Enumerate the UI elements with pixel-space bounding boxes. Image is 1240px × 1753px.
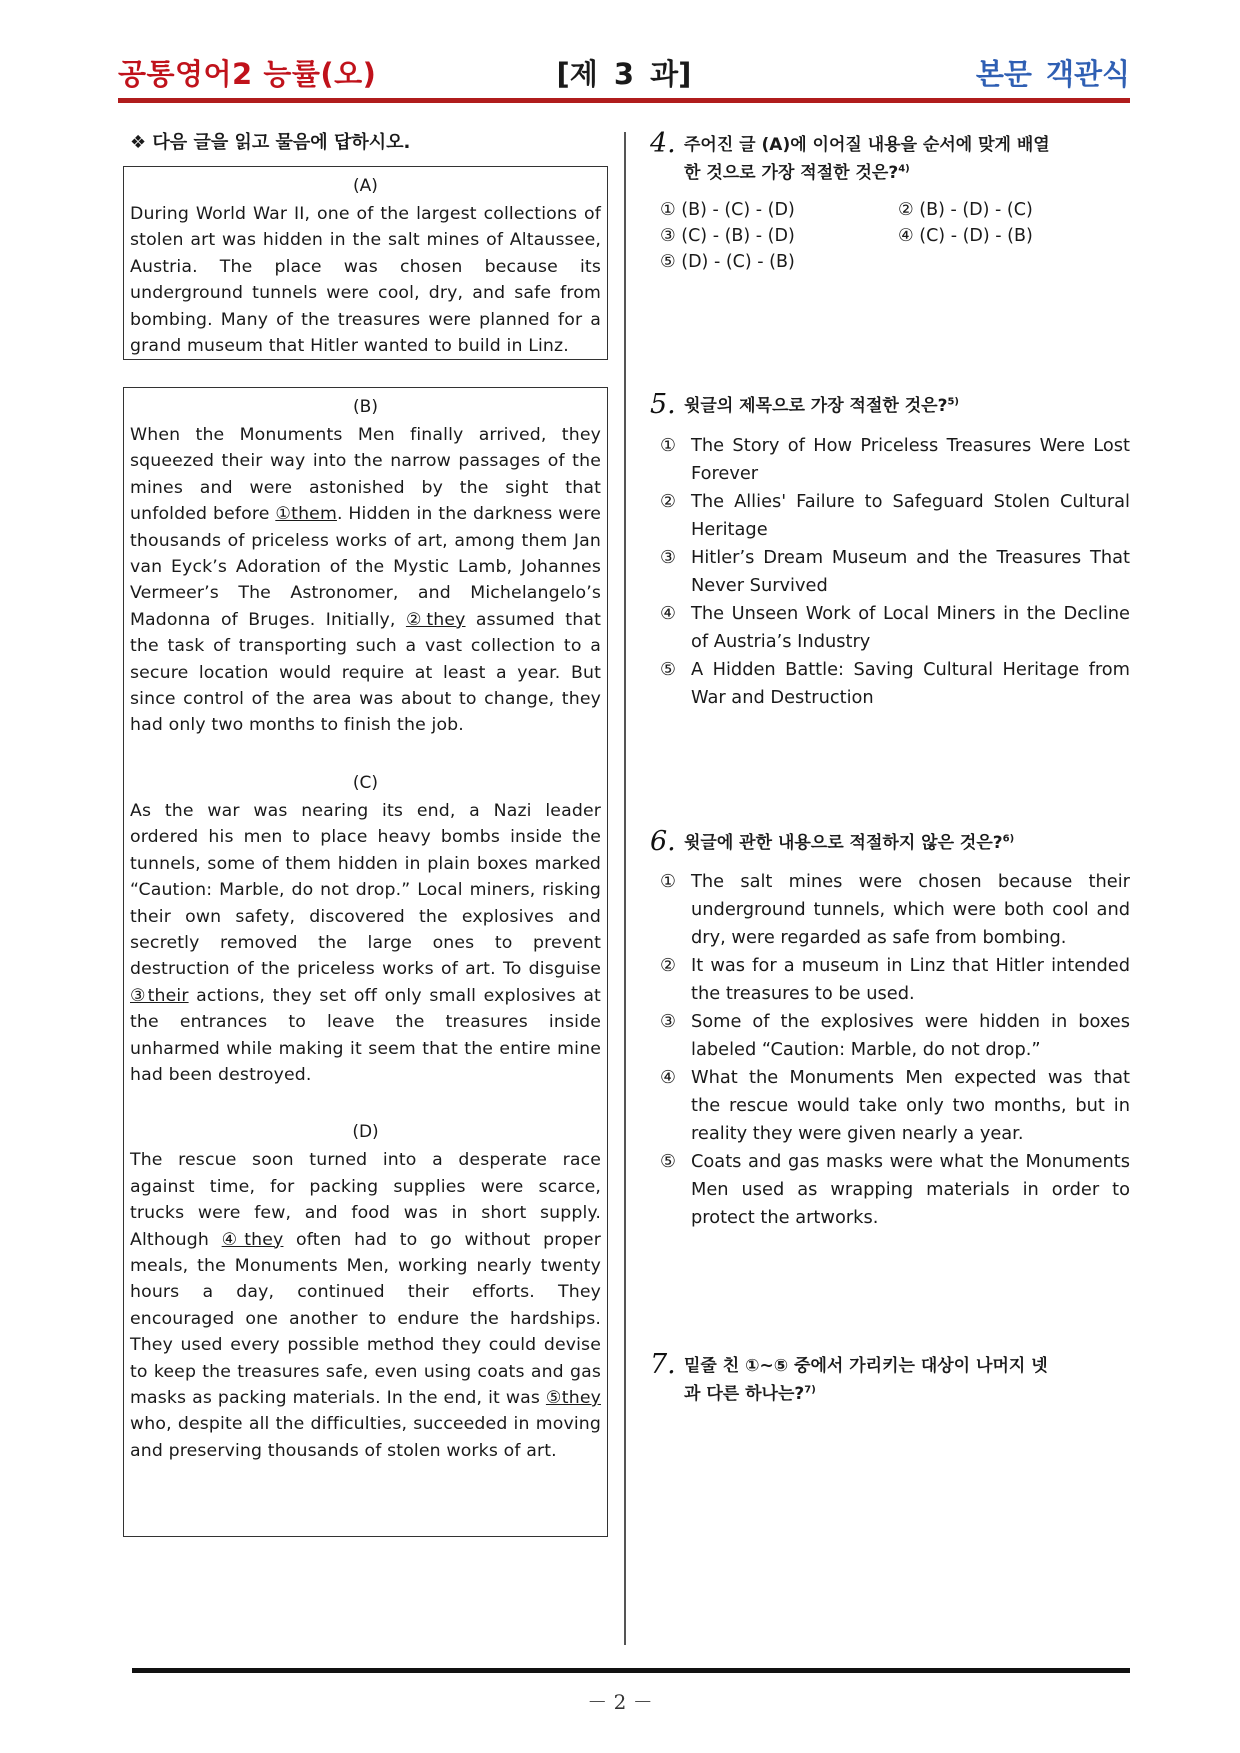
question-6-option[interactable] [660,1008,1130,1064]
question-5-option[interactable] [660,600,1130,656]
question-4-option-4[interactable]: ④ (C) - (D) - (B) [898,226,1033,246]
option-text: It was for a museum in Linz that Hitler intended the treasures to be used. [691,955,1130,1004]
passage-c-text [130,798,601,1088]
column-divider [624,132,626,1645]
question-6-stem [684,829,1130,857]
question-4-line2 [684,159,1130,187]
question-6-options [660,868,1130,1232]
option-number: ⑤ [660,1151,676,1172]
question-4-stem [684,131,1130,187]
passage-d-label: (D) [352,1122,379,1143]
page-header [118,52,1130,96]
passage-c-label: (C) [352,772,379,793]
question-7-line2 [684,1380,1130,1408]
page-number: － 2 － [587,1690,653,1714]
option-text: What the Monuments Men expected was that the rescue would take only two months, but in reality they were given nearly a year. [691,1067,1130,1144]
instruction: ❖ 다음 글을 읽고 물음에 답하시오. [130,132,411,153]
question-7-line1: 밑줄 친 ①~⑤ 중에서 가리키는 대상이 나머지 넷 [684,1356,1048,1376]
passage-a-box [123,166,608,360]
text-segment: often had to go without proper meals, the Monuments Men, working nearly twenty hours a day, continued their efforts. They encouraged one another to endure the hardships. They used every possible method they could devise to keep the treasures safe, even using coats and gas masks as packing materials. In the end, it was [130,1229,601,1408]
option-number: ③ [660,547,676,568]
underline-3-their: ③their [130,985,189,1006]
question-4-line2-text: 한 것으로 가장 적절한 것은? [684,163,899,183]
option-text: A Hidden Battle: Saving Cultural Heritage from War and Destruction [691,659,1130,708]
text-segment: When the Monuments Men finally arrived, they squeezed their way into the narrow passages of the mines and were astonished by the sight that unfolded before [130,425,601,525]
question-5-text: 윗글의 제목으로 가장 적절한 것은? [684,396,948,416]
option-number: ③ [660,1011,676,1032]
text-segment: assumed that the task of transporting such a vast collection to a secure location would require at least a year. But since control of the area was about to change, they had only two months to finish the job. [130,609,601,736]
question-6-option[interactable] [660,1064,1130,1148]
option-text: The Unseen Work of Local Miners in the Decline of Austria’s Industry [691,603,1130,652]
question-6-option[interactable] [660,952,1130,1008]
option-text: Coats and gas masks were what the Monuments Men used as wrapping materials in order to protect the artworks. [691,1151,1130,1228]
footnote-marker: 5) [947,396,959,408]
underline-2-they: ②they [405,609,466,630]
question-4-number: 4. [650,128,676,159]
question-6-text: 윗글에 관한 내용으로 적절하지 않은 것은? [684,833,1003,853]
option-text: Hitler’s Dream Museum and the Treasures That Never Survived [691,547,1130,596]
option-number: ④ [660,1067,676,1088]
question-4-line1: 주어진 글 (A)에 이어질 내용을 순서에 맞게 배열 [684,135,1050,155]
question-4-option-5[interactable]: ⑤ (D) - (C) - (B) [660,252,795,272]
option-number: ① [660,871,676,892]
footnote-marker: 7) [804,1384,816,1396]
question-5-options [660,432,1130,712]
passage-b-text [130,422,601,739]
lesson-title: [제 3 과] [556,57,692,91]
question-6-option[interactable] [660,868,1130,952]
option-text: The Allies' Failure to Safeguard Stolen Cultural Heritage [691,491,1130,540]
question-7-stem [684,1352,1130,1408]
passage-d-text [130,1147,601,1464]
option-number: ② [660,955,676,976]
question-5-number: 5. [650,389,676,420]
text-segment: As the war was nearing its end, a Nazi leader ordered his men to place heavy bombs inside the tunnels, some of them hidden in plain boxes marked “Caution: Marble, do not drop.” Local miners, risking their own safety, discovered the explosives and secretly removed the large ones to prevent destruction of the priceless works of art. To disguise [130,800,601,980]
question-4-option-3[interactable]: ③ (C) - (B) - (D) [660,226,795,246]
passages-bcd-box [123,387,608,1537]
question-5-option[interactable] [660,432,1130,488]
option-number: ① [660,435,676,456]
underline-4-they: ④they [221,1229,284,1250]
question-5-option[interactable] [660,544,1130,600]
section-title: 본문 객관식 [975,57,1130,91]
underline-1-them: ①them [275,504,337,525]
question-4-option-1[interactable]: ① (B) - (C) - (D) [660,200,795,220]
underline-5-they: ⑤they [545,1388,601,1408]
spacer [130,1088,601,1119]
text-segment: actions, they set off only small explosives at the entrances to leave the treasures inside unharmed while making it seem that the entire mine had been destroyed. [130,985,601,1085]
option-number: ⑤ [660,659,676,680]
option-number: ④ [660,603,676,624]
text-segment: The rescue soon turned into a desperate race against time, for packing supplies were scarce, trucks were few, and food was in short supply. Although [130,1150,601,1250]
header-rule [118,98,1130,103]
text-segment: . Hidden in the darkness were thousands of priceless works of art, among them Jan van Eyck’s Adoration of the Mystic Lamb, Johannes Vermeer’s The Astronomer, and Michelangelo’s Madonna of Bruges. Initially, [130,504,601,630]
option-text: The Story of How Priceless Treasures Were Lost Forever [691,435,1130,484]
question-5-option[interactable] [660,656,1130,712]
question-5-option[interactable] [660,488,1130,544]
passage-a-text: During World War II, one of the largest collections of stolen art was hidden in the salt mines of Altaussee, Austria. The place was chosen because its underground tunnels were cool, dry, and safe from bombing. Many of the treasures were planned for a grand museum that Hitler wanted to build in Linz. [130,204,601,357]
question-7-number: 7. [650,1349,676,1380]
option-text: The salt mines were chosen because their underground tunnels, which were both cool and dry, were regarded as safe from bombing. [691,871,1130,948]
subject-title: 공통영어2 능률(오) [118,57,377,91]
question-4-option-2[interactable]: ② (B) - (D) - (C) [898,200,1033,220]
question-6-option[interactable] [660,1148,1130,1232]
spacer [130,739,601,770]
question-5-stem [684,392,1130,420]
footnote-marker: 6) [1002,833,1015,845]
footer-rule [132,1668,1130,1673]
passage-b-label: (B) [353,397,378,417]
question-7-line2-text: 과 다른 하나는? [684,1384,805,1404]
text-segment: who, despite all the difficulties, succeeded in moving and preserving thousands of stolen works of art. [130,1414,601,1461]
passage-a-label: (A) [353,176,378,196]
footnote-marker: 4) [898,163,910,175]
option-text: Some of the explosives were hidden in boxes labeled “Caution: Marble, do not drop.” [691,1011,1130,1060]
option-number: ② [660,491,676,512]
question-6-number: 6. [650,826,676,857]
